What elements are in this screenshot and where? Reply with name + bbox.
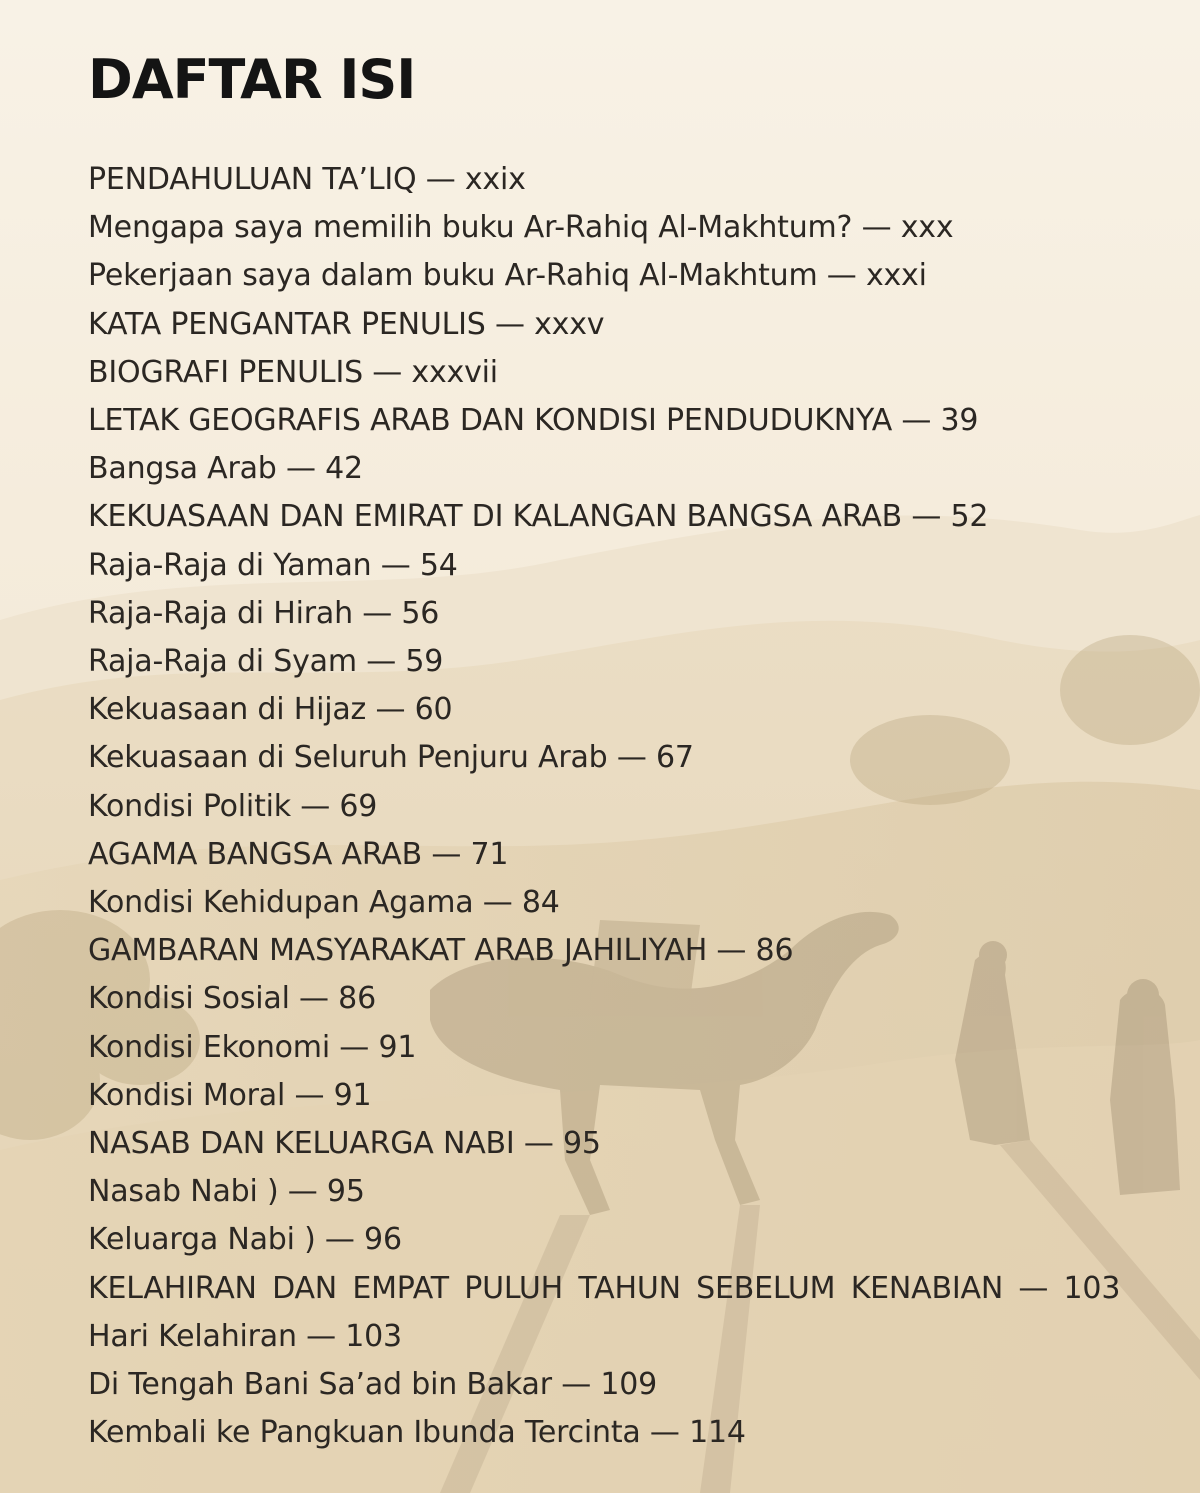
toc-entry: Di Tengah Bani Sa’ad bin Bakar — 109 [88, 1367, 658, 1403]
toc-entry: Raja-Raja di Syam — 59 [88, 644, 444, 680]
toc-entry: Kondisi Sosial — 86 [88, 981, 376, 1017]
toc-container [88, 48, 1148, 1457]
toc-entry: NASAB DAN KELUARGA NABI — 95 [88, 1126, 601, 1162]
toc-entry: Hari Kelahiran — 103 [88, 1318, 402, 1354]
toc-entry: KATA PENGANTAR PENULIS — xxxv [88, 306, 605, 342]
toc-entry: Kondisi Politik — 69 [88, 788, 378, 824]
toc-entry: Kembali ke Pangkuan Ibunda Tercinta — 114 [88, 1415, 746, 1451]
toc-entry: Keluarga Nabi ) — 96 [88, 1222, 402, 1258]
toc-entry: Mengapa saya memilih buku Ar-Rahiq Al-Makhtum? — xxx [88, 210, 954, 246]
toc-entry: KEKUASAAN DAN EMIRAT DI KALANGAN BANGSA ARAB — 52 [88, 499, 989, 535]
toc-entry: Kondisi Moral — 91 [88, 1077, 372, 1113]
toc-entry: Kondisi Kehidupan Agama — 84 [88, 885, 560, 921]
toc-entry: LETAK GEOGRAFIS ARAB DAN KONDISI PENDUDUKNYA — 39 [88, 403, 979, 439]
toc-entry: BIOGRAFI PENULIS — xxxvii [88, 354, 498, 390]
toc-entry: Raja-Raja di Yaman — 54 [88, 547, 458, 583]
toc-entry: GAMBARAN MASYARAKAT ARAB JAHILIYAH — 86 [88, 933, 794, 969]
toc-entry: Kekuasaan di Hijaz — 60 [88, 692, 453, 728]
toc-entry: Pekerjaan saya dalam buku Ar-Rahiq Al-Makhtum — xxxi [88, 258, 927, 294]
toc-entry: Kekuasaan di Seluruh Penjuru Arab — 67 [88, 740, 694, 776]
toc-entry: Kondisi Ekonomi — 91 [88, 1029, 417, 1065]
toc-list [88, 156, 1148, 1457]
toc-entry: Nasab Nabi ) — 95 [88, 1174, 365, 1210]
page-title: DAFTAR ISI [88, 48, 416, 111]
toc-entry: Raja-Raja di Hirah — 56 [88, 595, 440, 631]
toc-entry: Bangsa Arab — 42 [88, 451, 363, 487]
toc-entry: KELAHIRAN DAN EMPAT PULUH TAHUN SEBELUM KENABIAN — 103 [88, 1270, 1121, 1306]
toc-entry: AGAMA BANGSA ARAB — 71 [88, 836, 509, 872]
toc-entry: PENDAHULUAN TA’LIQ — xxix [88, 162, 526, 197]
